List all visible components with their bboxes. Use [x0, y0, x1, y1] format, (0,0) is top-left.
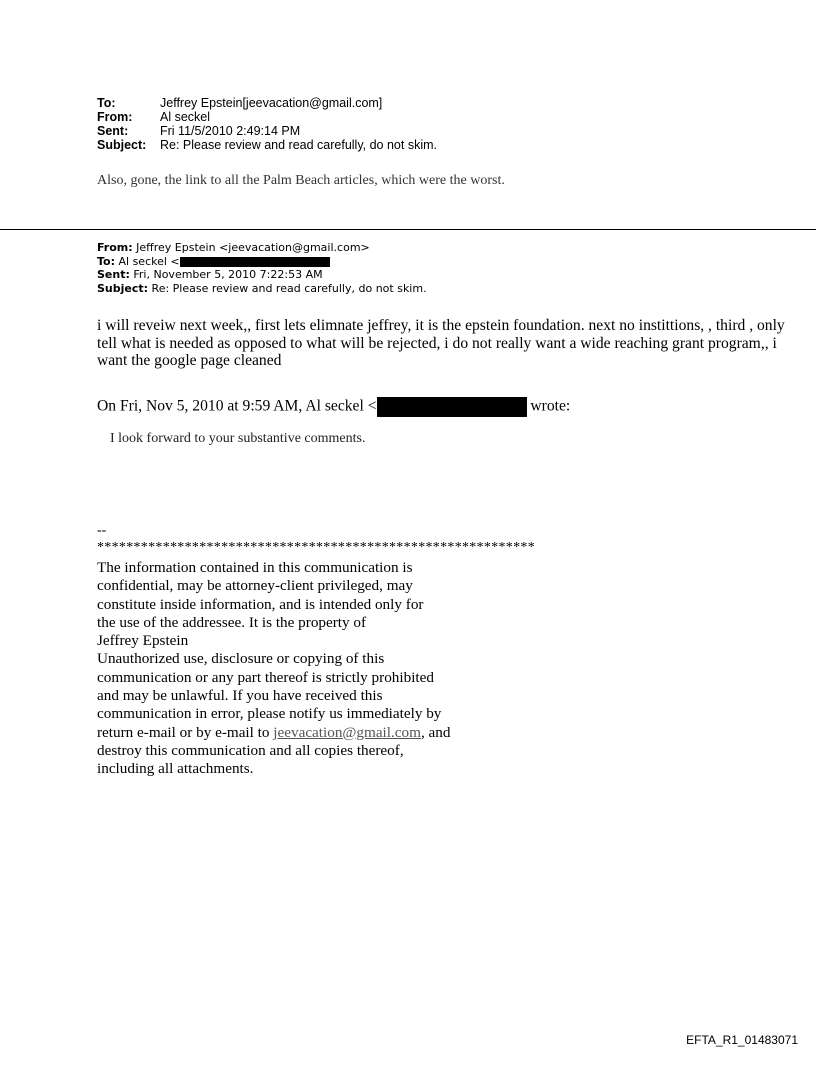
email-header — [97, 96, 437, 152]
fwd-subject-row — [97, 282, 427, 296]
header-from-row — [97, 110, 437, 124]
sent-value: Fri 11/5/2010 2:49:14 PM — [160, 124, 301, 138]
disclaimer-line: Jeffrey Epstein — [97, 632, 189, 650]
from-value: Al seckel — [160, 110, 211, 124]
from-label: From: — [97, 110, 133, 124]
to-label: To: — [97, 96, 116, 110]
disclaimer-line: Unauthorized use, disclosure or copying of this — [97, 650, 385, 668]
fwd-sent-row — [97, 268, 427, 282]
fwd-to-row — [97, 255, 427, 269]
subject-label: Subject: — [97, 138, 147, 152]
signature-stars: ************************************************************ — [97, 540, 535, 555]
header-sent-row — [97, 124, 437, 138]
quote-intro-text: On Fri, Nov 5, 2010 at 9:59 AM, Al seckel < — [97, 397, 377, 415]
disclaimer-line: including all attachments. — [97, 760, 254, 778]
disclaimer-line: communication or any part thereof is strictly prohibited — [97, 668, 434, 686]
disclaimer-line: confidential, may be attorney-client privileged, may — [97, 577, 413, 595]
disclaimer-line: communication in error, please notify us immediately by — [97, 705, 442, 723]
redaction-bar — [377, 397, 527, 417]
header-subject-row — [97, 138, 437, 152]
quoted-text: I look forward to your substantive comments. — [110, 431, 366, 446]
disclaimer-line: the use of the addressee. It is the property of — [97, 613, 367, 631]
disclaimer-link-line — [97, 724, 477, 742]
fwd-from-row — [97, 241, 427, 255]
separator-line — [0, 229, 816, 230]
email-link[interactable]: jeevacation@gmail.com — [273, 723, 421, 741]
reply-text: Also, gone, the link to all the Palm Beach articles, which were the worst. — [97, 173, 505, 188]
disclaimer-line: The information contained in this communication is — [97, 559, 413, 576]
fwd-to-value: Al seckel < — [118, 254, 180, 268]
message-body: i will reveiw next week,, first lets elimnate jeffrey, it is the epstein foundation. next no instittions, , third , only tell what is needed as opposed to what will be rejected, i do not really want a wide reaching grant program,, i want the google page cleaned — [97, 317, 785, 369]
sent-label: Sent: — [97, 124, 129, 138]
fwd-from-value: Jeffrey Epstein <jeevacation@gmail.com> — [136, 241, 370, 254]
signature-dash: -- — [97, 523, 107, 538]
fwd-subject-label: Subject: — [97, 281, 149, 295]
fwd-to-label: To: — [97, 254, 115, 268]
disclaimer-text: , and — [420, 723, 451, 741]
subject-value: Re: Please review and read carefully, do not skim. — [160, 138, 437, 152]
disclaimer-line: constitute inside information, and is intended only for — [97, 595, 424, 613]
header-to-row — [97, 96, 437, 110]
fwd-sent-value: Fri, November 5, 2010 7:22:53 AM — [133, 268, 323, 281]
disclaimer-line: and may be unlawful. If you have received this — [97, 687, 383, 705]
quote-intro — [97, 397, 570, 417]
forwarded-header — [97, 241, 427, 295]
redaction-bar — [180, 257, 330, 267]
fwd-sent-label: Sent: — [97, 268, 130, 281]
disclaimer-text: return e-mail or by e-mail to — [97, 723, 274, 741]
quote-intro-wrote: wrote: — [530, 397, 571, 415]
disclaimer — [97, 559, 477, 779]
fwd-subject-value: Re: Please review and read carefully, do not skim. — [151, 281, 427, 295]
fwd-from-label: From: — [97, 241, 133, 254]
document-id: EFTA_R1_01483071 — [686, 1033, 798, 1047]
to-value: Jeffrey Epstein[jeevacation@gmail.com] — [160, 96, 383, 110]
disclaimer-line: destroy this communication and all copies thereof, — [97, 741, 404, 759]
